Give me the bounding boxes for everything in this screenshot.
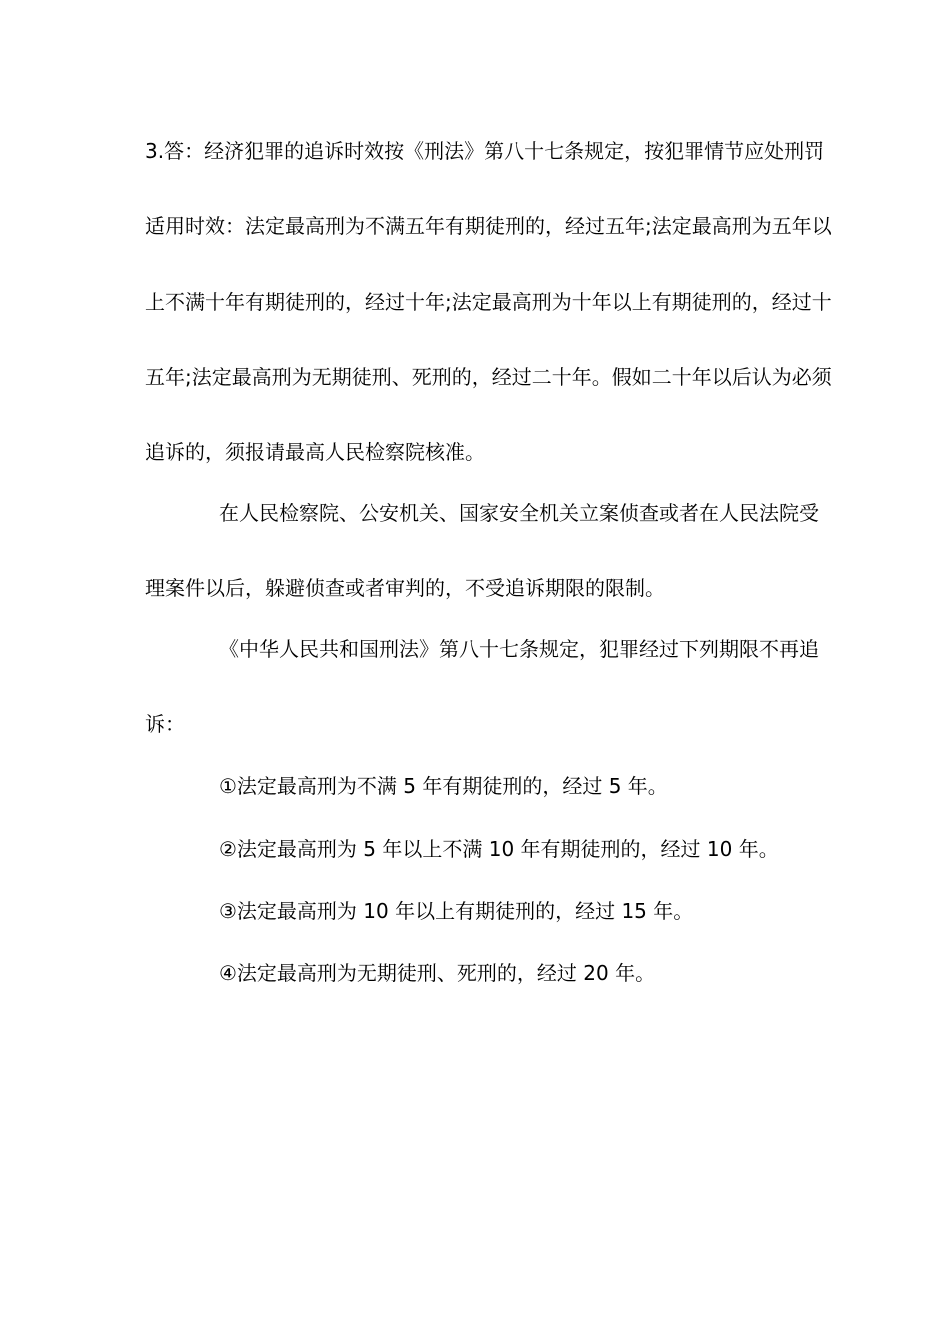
list-item: ④法定最高刑为无期徒刑、死刑的，经过 20 年。 (219, 961, 656, 985)
answer-paragraph-line: 3.答：经济犯罪的追诉时效按《刑法》第八十七条规定，按犯罪情节应处刑罚 (145, 139, 825, 163)
answer-paragraph-line: 五年;法定最高刑为无期徒刑、死刑的，经过二十年。假如二十年以后认为必须 (145, 365, 832, 389)
list-item: ②法定最高刑为 5 年以上不满 10 年有期徒刑的，经过 10 年。 (219, 837, 779, 861)
exception-paragraph-line: 在人民检察院、公安机关、国家安全机关立案侦查或者在人民法院受 (219, 501, 819, 525)
statute-paragraph-line: 《中华人民共和国刑法》第八十七条规定，犯罪经过下列期限不再追 (219, 637, 819, 661)
statute-paragraph-line: 诉： (145, 712, 185, 736)
exception-paragraph-line: 理案件以后，躲避侦查或者审判的，不受追诉期限的限制。 (145, 576, 665, 600)
list-item: ①法定最高刑为不满 5 年有期徒刑的，经过 5 年。 (219, 774, 668, 798)
answer-paragraph-line: 上不满十年有期徒刑的，经过十年;法定最高刑为十年以上有期徒刑的，经过十 (145, 290, 832, 314)
answer-paragraph-line: 追诉的，须报请最高人民检察院核准。 (145, 440, 485, 464)
list-item: ③法定最高刑为 10 年以上有期徒刑的，经过 15 年。 (219, 899, 694, 923)
answer-paragraph-line: 适用时效：法定最高刑为不满五年有期徒刑的，经过五年;法定最高刑为五年以 (145, 214, 832, 238)
